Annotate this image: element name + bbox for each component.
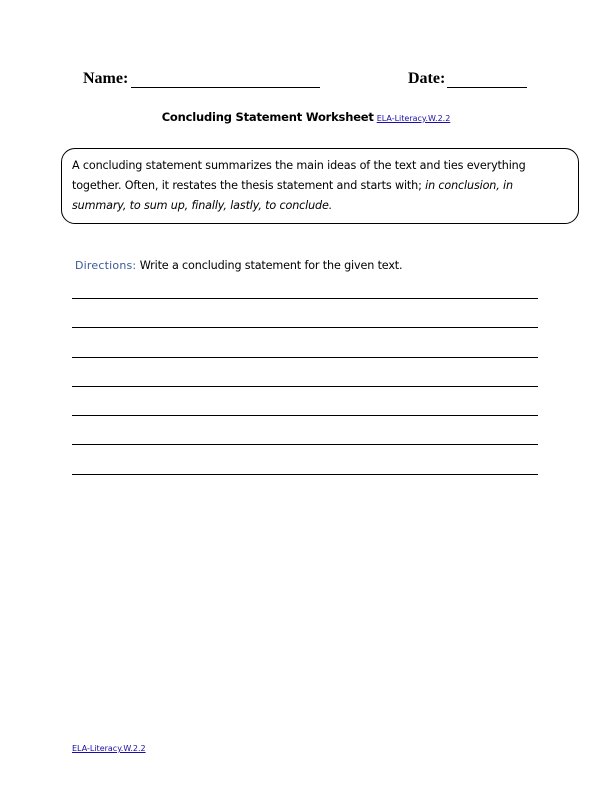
- date-blank-line[interactable]: [447, 87, 527, 88]
- answer-line[interactable]: [72, 298, 538, 327]
- answer-line[interactable]: [72, 415, 538, 444]
- directions-text: Write a concluding statement for the given text.: [136, 259, 403, 272]
- worksheet-title-row: [0, 108, 612, 126]
- answer-line[interactable]: [72, 444, 538, 473]
- name-blank-line[interactable]: [131, 87, 320, 88]
- definition-text: [72, 156, 568, 216]
- definition-italic-text: in conclusion, in summary, to sum up, finally, lastly, to conclude.: [72, 179, 513, 212]
- name-label: Name:: [83, 70, 129, 87]
- definition-box: [61, 148, 579, 224]
- answer-line[interactable]: [72, 474, 538, 503]
- definition-plain-text: A concluding statement summarizes the main ideas of the text and ties everything together. Often, it restates the thesis statement and starts with;: [72, 159, 526, 192]
- directions-row: [75, 256, 402, 274]
- answer-line[interactable]: [72, 386, 538, 415]
- answer-line[interactable]: [72, 327, 538, 356]
- date-label: Date:: [408, 70, 446, 87]
- directions-label: Directions:: [75, 259, 137, 272]
- worksheet-title: Concluding Statement Worksheet: [161, 110, 374, 124]
- answer-lines: [72, 298, 538, 503]
- answer-line[interactable]: [72, 357, 538, 386]
- title-standard-link[interactable]: ELA-Literacy.W.2.2: [376, 114, 451, 123]
- footer-standard-link[interactable]: ELA-Literacy.W.2.2: [72, 744, 146, 753]
